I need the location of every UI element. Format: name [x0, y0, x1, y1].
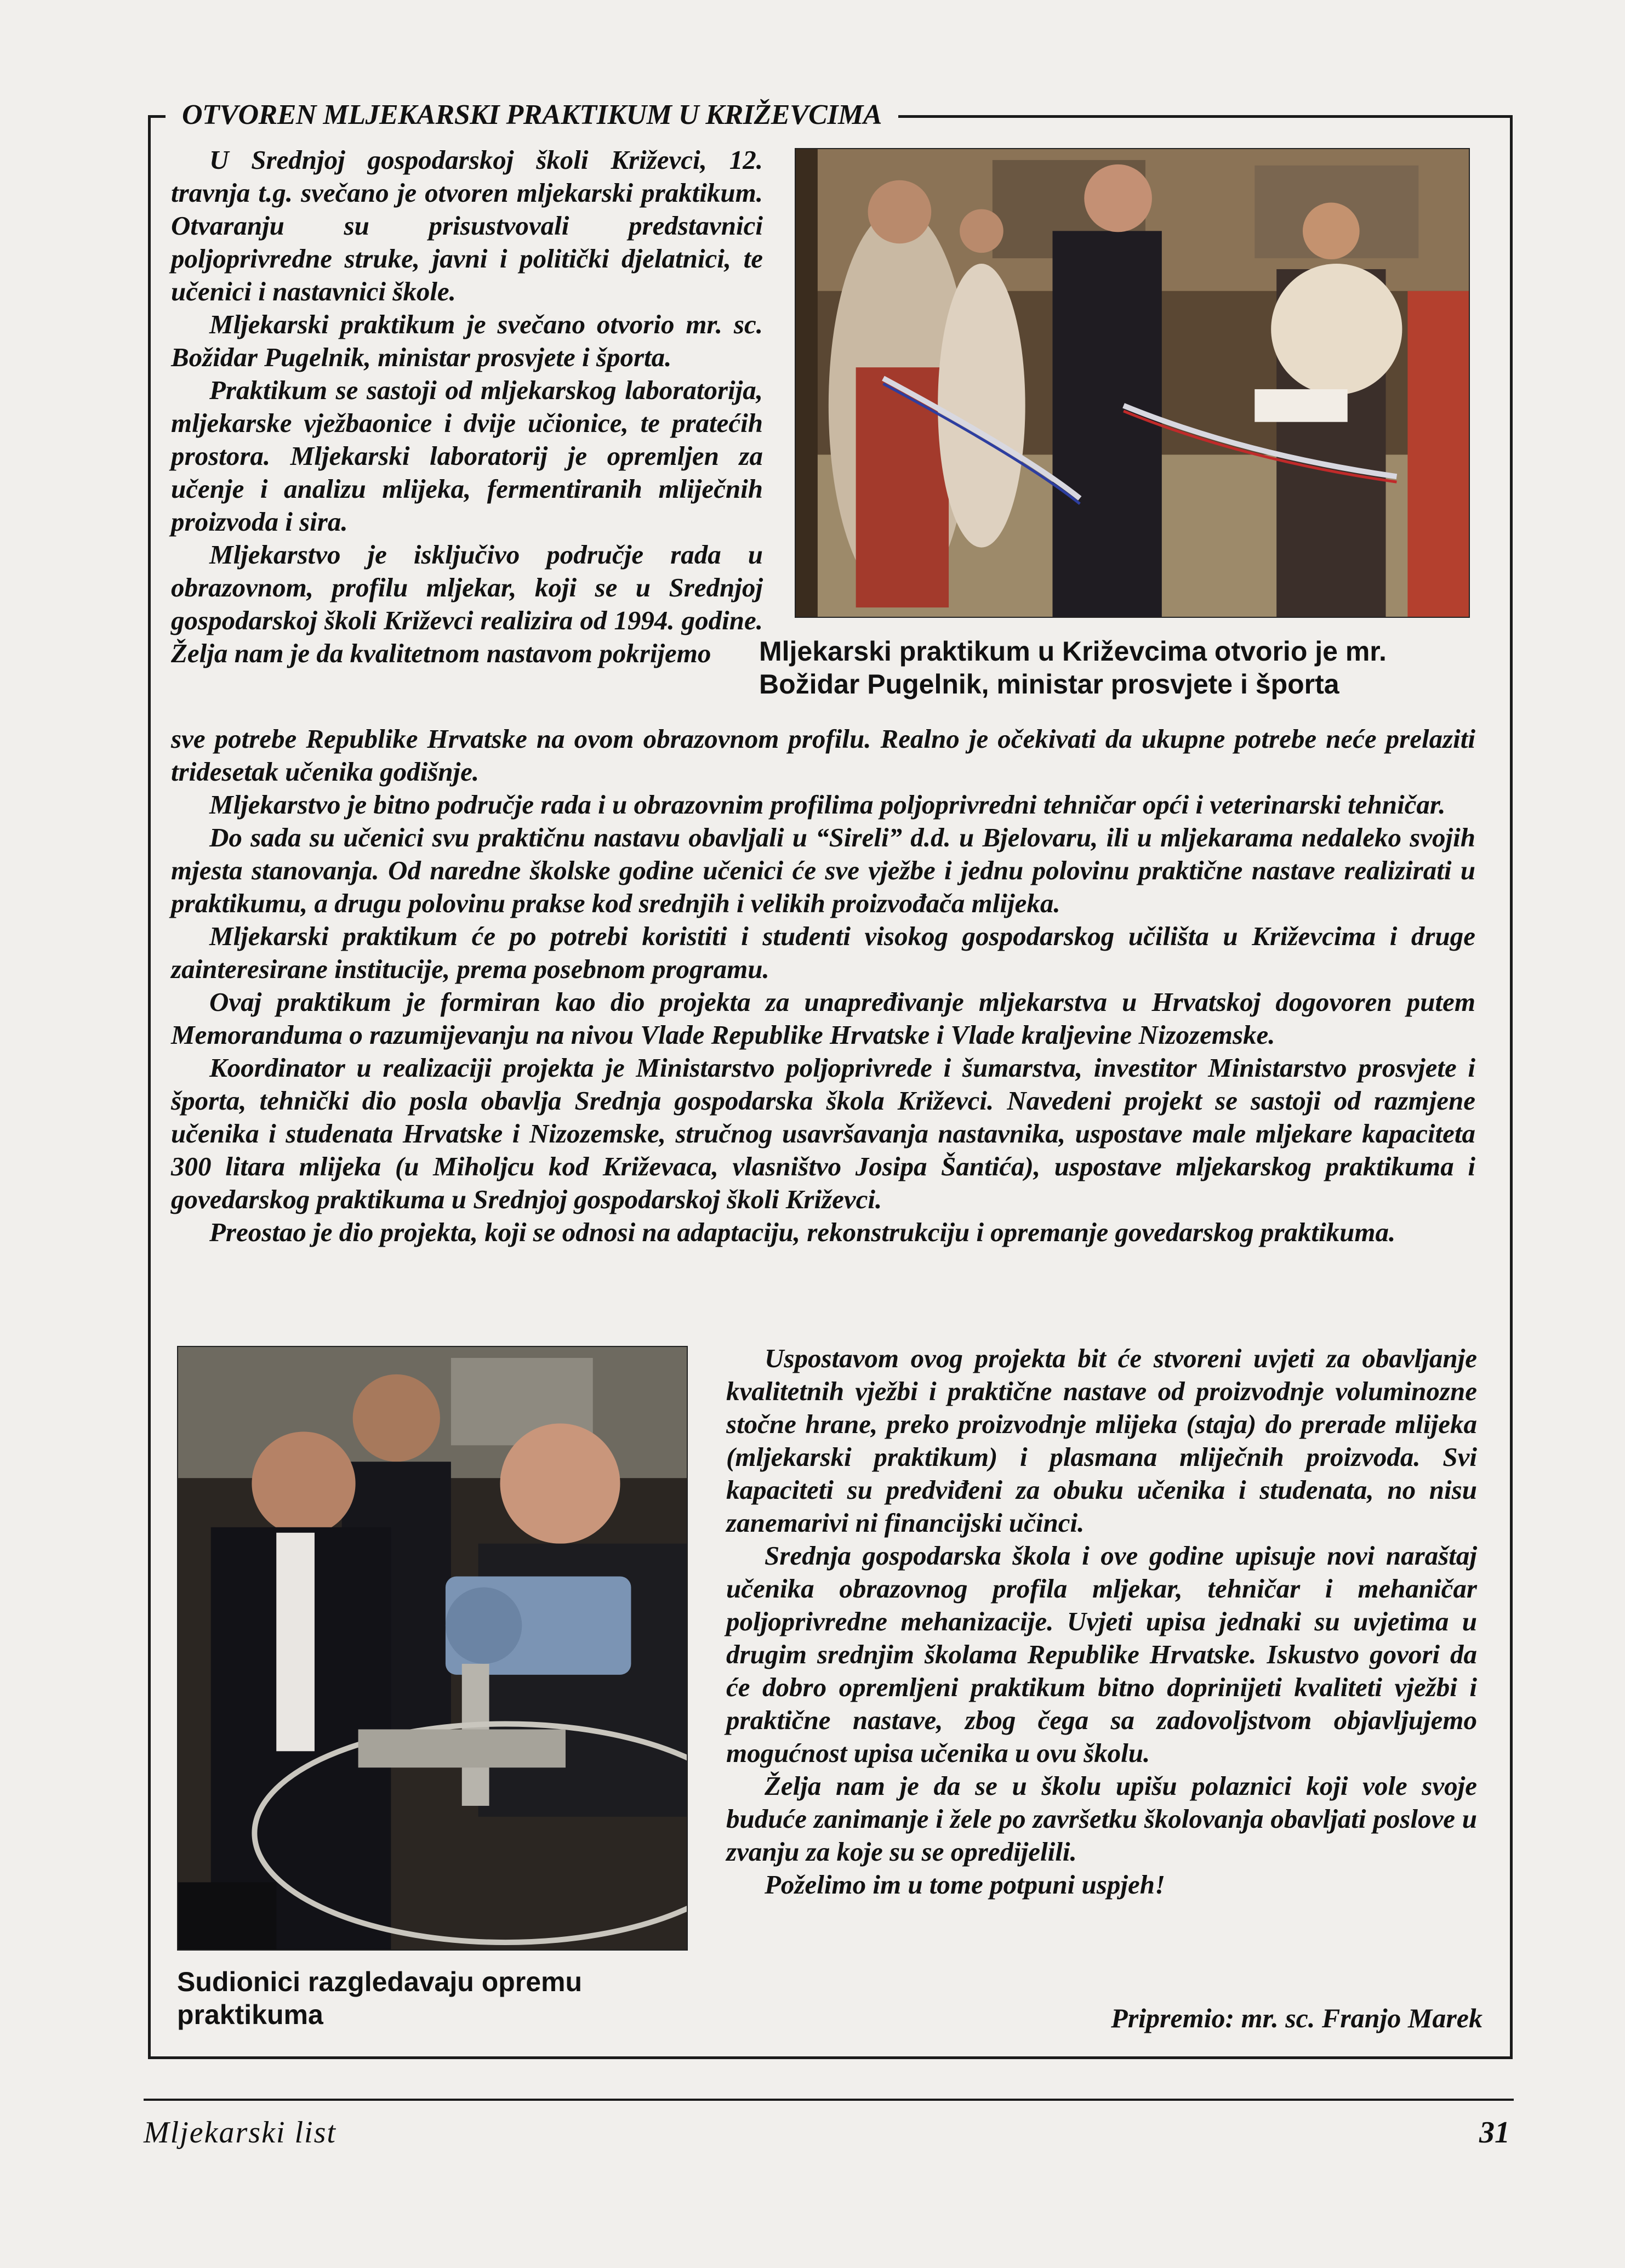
paragraph: Ovaj praktikum je formiran kao dio projekta za unapređivanje mljekarstva u Hrvatskoj dogovoren putem Memoranduma o razumijevanju na nivou Vlade Republike Hrvatske i Vlade kraljevine Nizozemske. — [171, 987, 1475, 1050]
paragraph: sve potrebe Republike Hrvatske na ovom obrazovnom profilu. Realno je očekivati da ukupne potrebe neće prelaziti tridesetak učenika godišnje. — [171, 724, 1475, 787]
paragraph: Praktikum se sastoji od mljekarskog laboratorija, mljekarske vježbaonice i dvije učionice, te pratećih prostora. Mljekarski laboratorij je opremljen za učenje i analizu mlijeka, fermentiranih mliječnih proizvoda i sira. — [171, 375, 763, 537]
footer-divider — [144, 2099, 1514, 2101]
paragraph: Mljekarstvo je bitno područje rada i u obrazovnim profilima poljoprivredni tehničar opći i veterinarski tehničar. — [209, 789, 1446, 820]
equipment-photo — [177, 1346, 688, 1951]
paragraph: Koordinator u realizaciji projekta je Ministarstvo poljoprivrede i šumarstva, investitor Ministarstvo prosvjete i športa, tehnički dio posla obavlja Srednja gospodarska škola Križevci. Navedeni projekt se sastoji od razmjene učenika i studenata Hrvatske i Nizozemske, stručnog usavršavanja nastavnika, uspostave male mljekare kapaciteta 300 litara mlijeka (u Miholjcu kod Križevaca, vlasništvo Josipa Šantića), uspostave mljekarskog praktikuma i govedarskog praktikuma u Srednjoj gospodarskoj školi Križevci. — [171, 1053, 1475, 1214]
article-title: OTVOREN MLJEKARSKI PRAKTIKUM U KRIŽEVCIMA — [166, 94, 898, 136]
paragraph: Želja nam je da se u školu upišu polaznici koji vole svoje buduće zanimanje i žele po završetku školovanja obavljati poslove u zvanju za koje su se opredijelili. — [726, 1771, 1477, 1867]
paragraph: Do sada su učenici svu praktičnu nastavu obavljali u “Sireli” d.d. u Bjelovaru, ili u mljekarama nedaleko svojih mjesta stanovanja. Od naredne školske godine učenici će sve vježbe i jednu polovinu praktične nastave realizirati u praktikumu, a drugu polovinu prakse kod srednjih i velikih proizvođača mlijeka. — [171, 822, 1475, 918]
paragraph: Uspostavom ovog projekta bit će stvoreni uvjeti za obavljanje kvalitetnih vježbi i praktične nastave od proizvodnje voluminozne stočne hrane, preko proizvodnje mlijeka (staja) do prerade mlijeka (mljekarski praktikum) i plasmana mliječnih proizvoda. Svi kapaciteti su predviđeni za obuku učenika i studenata, no nisu zanemarivi ni financijski učinci. — [726, 1343, 1477, 1538]
author-signature: Pripremio: mr. sc. Franjo Marek — [1111, 2003, 1483, 2033]
full-width-text — [171, 723, 1475, 1249]
paragraph: Poželimo im u tome potpuni uspjeh! — [765, 1869, 1166, 1900]
paragraph: Mljekarstvo je isključivo područje rada u obrazovnom, profilu mljekar, koji se u Srednjoj gospodarskoj školi Križevci realizira od 1994. godine. Želja nam je da kvalitetnom nastavom pokrijemo — [171, 539, 763, 668]
paragraph: Mljekarski praktikum je svečano otvorio mr. sc. Božidar Pugelnik, ministar prosvjete i športa. — [171, 309, 763, 372]
ribbon-cutting-photo — [795, 148, 1470, 618]
paragraph: Mljekarski praktikum će po potrebi koristiti i studenti visokog gospodarskog učilišta u Križevcima i druge zainteresirane institucije, prema posebnom programu. — [171, 921, 1475, 984]
paragraph: Srednja gospodarska škola i ove godine upisuje novi naraštaj učenika obrazovnog profila mljekar, tehničar i mehaničar poljoprivredne mehanizacije. Uvjeti upisa jednaki su uvjetima u drugim srednjim školama Republike Hrvatske. Iskustvo govori da će dobro opremljeni praktikum bitno doprinijeti kvaliteti vježbi i praktične nastave, zbog čega sa zadovoljstvom objavljujemo mogućnost upisa učenika u ovu školu. — [726, 1541, 1477, 1768]
right-text-column — [726, 1342, 1477, 1901]
top-text-column — [171, 144, 763, 670]
journal-name: Mljekarski list — [144, 2116, 337, 2150]
top-photo-caption: Mljekarski praktikum u Križevcima otvorio je mr. Božidar Pugelnik, ministar prosvjete i športa — [759, 636, 1387, 700]
page-number: 31 — [1479, 2116, 1510, 2150]
paragraph: U Srednjoj gospodarskoj školi Križevci, 12. travnja t.g. svečano je otvoren mljekarski praktikum. Otvaranju su prisustvovali predstavnici poljoprivredne struke, javni i politički djelatnici, te učenici i nastavnici škole. — [171, 145, 763, 306]
paragraph: Preostao je dio projekta, koji se odnosi na adaptaciju, rekonstrukciju i opremanje govedarskog praktikuma. — [209, 1217, 1396, 1247]
bottom-photo-caption: Sudionici razgledavaju opremu praktikuma — [177, 1966, 583, 2030]
